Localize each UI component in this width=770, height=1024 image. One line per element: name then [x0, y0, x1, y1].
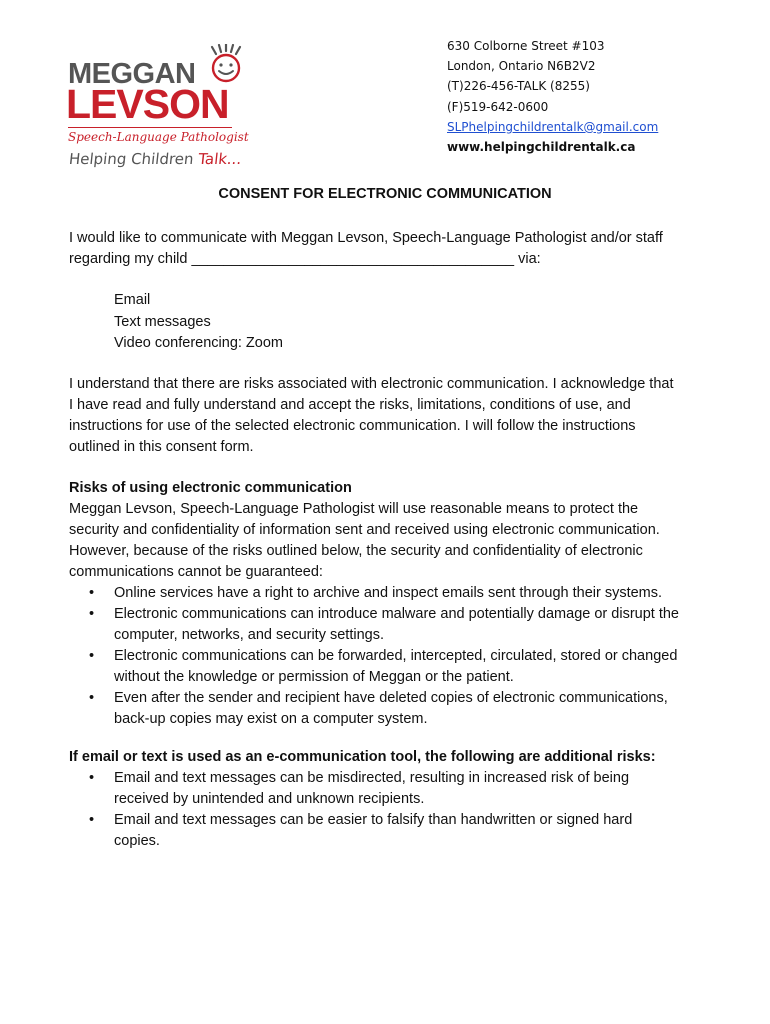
risks-heading: Risks of using electronic communication	[69, 480, 352, 496]
list-item-line: • Online services have a right to archive and inspect emails sent through their systems.	[114, 585, 663, 601]
list-item	[69, 810, 709, 852]
list-item-line: computer, networks, and security settings.	[114, 627, 384, 643]
city-address: London, Ontario N6B2V2	[447, 59, 596, 74]
option-video: Video conferencing: Zoom	[114, 335, 284, 351]
risks-intro-line: However, because of the risks outlined below, the security and confidentiality of electronic	[69, 543, 643, 559]
acknowledgement-paragraph	[69, 374, 709, 458]
tagline-accent: Talk...	[197, 150, 243, 168]
list-item-line: without the knowledge or permission of Meggan or the patient.	[114, 669, 514, 685]
list-item-line: • Even after the sender and recipient have deleted copies of electronic communications,	[114, 690, 668, 706]
website-link[interactable]: www.helpingchildrentalk.ca	[447, 140, 636, 155]
smiley-face-icon	[206, 44, 246, 86]
intro-line: regarding my child ________________________________________ via:	[69, 251, 541, 267]
list-item-line: copies.	[114, 833, 160, 849]
option-email: Email	[114, 292, 151, 308]
phone-number: (T)226-456-TALK (8255)	[447, 79, 590, 94]
list-item	[69, 646, 709, 688]
list-item	[69, 768, 709, 810]
list-item	[69, 583, 709, 604]
risks-section	[69, 478, 709, 730]
logo-profession: Speech-Language Pathologist	[68, 130, 249, 144]
ack-line: instructions for use of the selected electronic communication. I will follow the instructions	[69, 418, 636, 434]
list-item-line: • Email and text messages can be misdirected, resulting in increased risk of being	[114, 770, 630, 786]
list-item	[69, 688, 709, 730]
logo-last-name: LEVSON	[66, 81, 229, 127]
intro-line: I would like to communicate with Meggan Levson, Speech-Language Pathologist and/or staff	[69, 230, 663, 246]
email-link[interactable]: SLPhelpingchildrentalk@gmail.com	[447, 119, 659, 134]
logo-tagline	[68, 150, 242, 168]
risks-intro-line: security and confidentiality of information sent and received using electronic communication.	[69, 522, 660, 538]
ack-line: outlined in this consent form.	[69, 439, 254, 455]
list-item-line: • Email and text messages can be easier to falsify than handwritten or signed hard	[114, 812, 633, 828]
ack-line: I understand that there are risks associated with electronic communication. I acknowledge that	[69, 376, 674, 392]
additional-risks-list	[69, 768, 709, 852]
logo-divider	[68, 127, 232, 128]
list-item-line: • Electronic communications can introduce malware and potentially damage or disrupt the	[114, 606, 679, 622]
risks-intro-line: Meggan Levson, Speech-Language Pathologist will use reasonable means to protect the	[69, 501, 639, 517]
tagline-text: Helping Children	[68, 150, 200, 168]
list-item-line: back-up copies may exist on a computer system.	[114, 711, 428, 727]
additional-risks-section	[69, 747, 709, 852]
ack-line: I have read and fully understand and accept the risks, limitations, conditions of use, and	[69, 397, 631, 413]
list-item-line: received by unintended and unknown recipients.	[114, 791, 425, 807]
intro-paragraph	[69, 228, 709, 270]
option-text: Text messages	[114, 313, 211, 330]
risks-intro-line: communications cannot be guaranteed:	[69, 564, 323, 580]
fax-number: (F)519-642-0600	[447, 99, 549, 114]
logo-first-name: MEGGAN	[68, 58, 196, 90]
document-title: CONSENT FOR ELECTRONIC COMMUNICATION	[218, 186, 552, 202]
risks-list	[69, 583, 709, 730]
list-item-line: • Electronic communications can be forwarded, intercepted, circulated, stored or changed	[114, 648, 678, 664]
street-address: 630 Colborne Street #103	[447, 39, 605, 53]
additional-risks-heading: If email or text is used as an e-communication tool, the following are additional risks:	[69, 749, 656, 765]
communication-options	[114, 290, 283, 355]
contact-block	[447, 36, 658, 157]
list-item	[69, 604, 709, 646]
company-logo	[66, 44, 256, 174]
